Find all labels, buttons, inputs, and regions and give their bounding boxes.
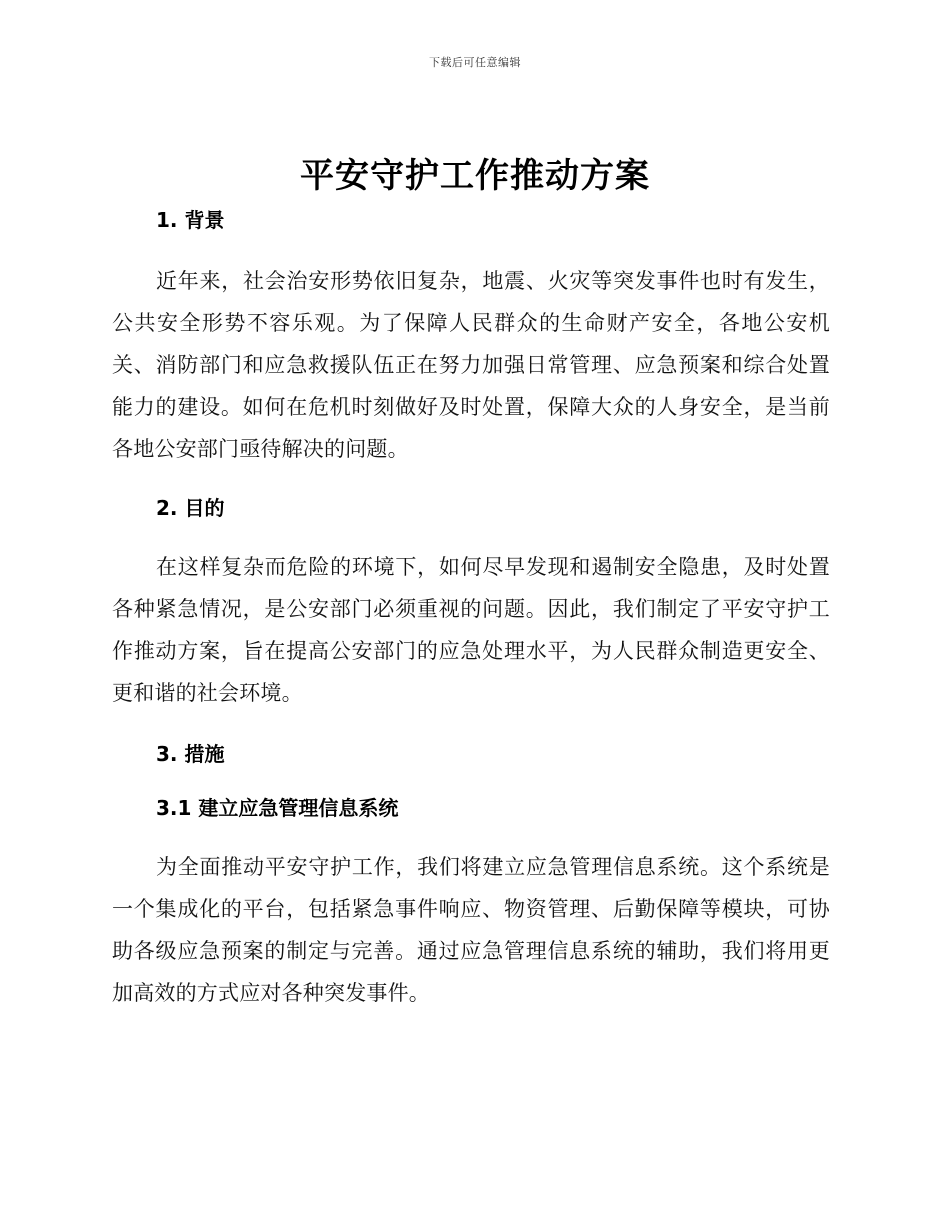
section-heading-measures: 3. 措施 <box>156 742 225 766</box>
subsection-heading-info-system: 3.1 建立应急管理信息系统 <box>156 796 399 820</box>
document-body <box>112 204 830 1014</box>
page-header-note: 下载后可任意编辑 <box>429 56 521 69</box>
subsection-paragraph-info-system: 为全面推动平安守护工作，我们将建立应急管理信息系统。这个系统是一个集成化的平台，包括紧急事件响应、物资管理、后勤保障等模块，可协助各级应急预案的制定与完善。通过应急管理信息系统的辅助，我们将用更加高效的方式应对各种突发事件。 <box>112 855 830 1005</box>
section-heading-background: 1. 背景 <box>156 208 225 232</box>
section-paragraph-background: 近年来，社会治安形势依旧复杂，地震、火灾等突发事件也时有发生，公共安全形势不容乐观。为了保障人民群众的生命财产安全，各地公安机关、消防部门和应急救援队伍正在努力加强日常管理、应急预案和综合处置能力的建设。如何在危机时刻做好及时处置，保障大众的人身安全，是当前各地公安部门亟待解决的问题。 <box>112 269 830 461</box>
section-heading-purpose: 2. 目的 <box>156 496 225 520</box>
section-paragraph-purpose: 在这样复杂而危险的环境下，如何尽早发现和遏制安全隐患，及时处置各种紧急情况，是公安部门必须重视的问题。因此，我们制定了平安守护工作推动方案，旨在提高公安部门的应急处理水平，为人民群众制造更安全、更和谐的社会环境。 <box>112 555 830 705</box>
document-title: 平安守护工作推动方案 <box>300 156 650 196</box>
